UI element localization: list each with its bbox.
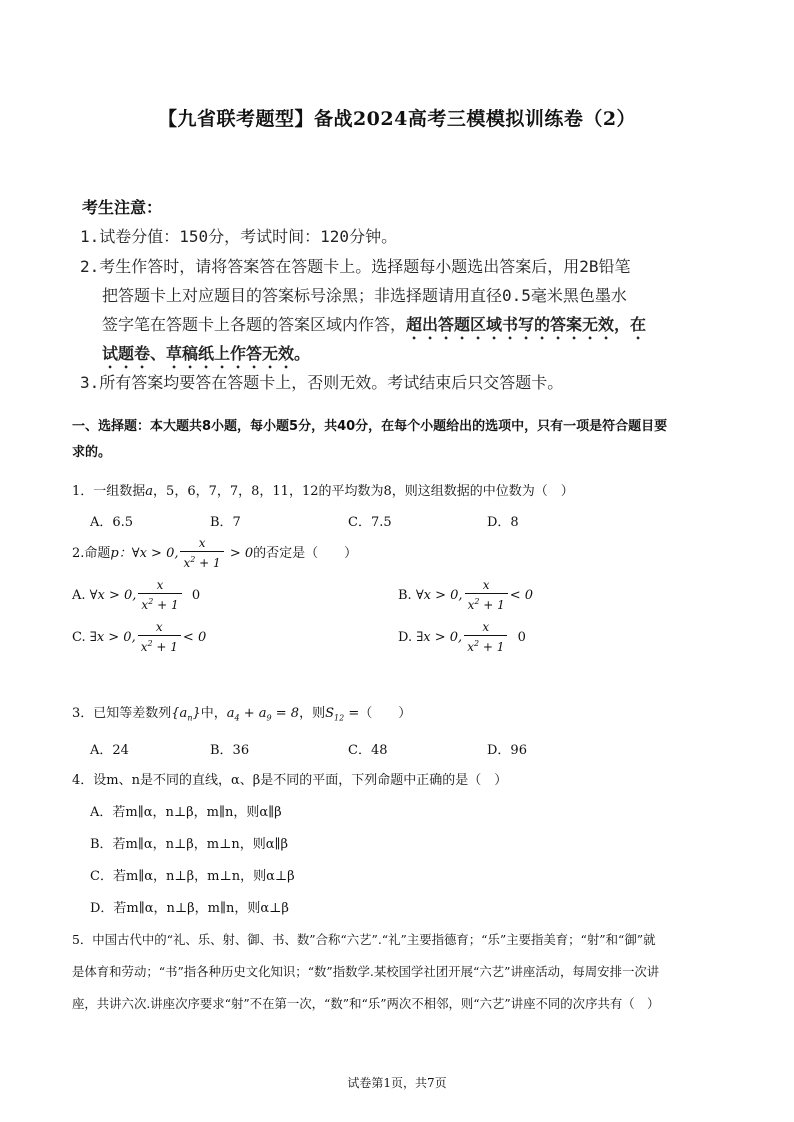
q2-opt-d-den-sup: 2 [473,639,480,648]
q3-s-sub: 12 [334,713,345,723]
question-5-line-2: 是体育和劳动；“书”指各种历史文化知识；“数”指数学.某校国学社团开展“六艺”讲座活动，每周安排一次讲 [72,964,660,979]
q2-opt-c-label: C. [72,630,86,645]
notice-item-2: 2.考生作答时，请将答案答在答题卡上。选择题每小题选出答案后，用2B铅笔 [80,257,631,276]
q2-opt-d-label: D. [398,630,413,645]
q2-opt-d-den [464,635,507,655]
q3-s [325,706,344,721]
q2-opt-b-suffix: < 0 [509,588,534,603]
q3-stem-b: 中， [200,706,227,721]
q2-den-x: x [183,556,191,570]
q2-p: p [110,546,119,561]
q2-den-tail: + 1 [195,556,221,570]
q2-opt-c-den [138,635,181,655]
notice-heading: 考生注意： [82,198,163,217]
question-5-line-3: 座，共讲六次.讲座次序要求“射”不在第一次，“数”和“乐”两次不相邻，则“六艺”讲座不同的次序共有（ ） [72,996,660,1011]
q4-option-a: A．若m∥α，n⊥β，m∥n，则α∥β [90,805,282,820]
q2-opt-c-den-x: x [140,640,148,654]
q4-option-b: B．若m∥α，n⊥β，m⊥n，则α∥β [90,837,289,852]
q2-opt-b-den [465,593,508,613]
q1-option-d: D．8 [487,515,519,530]
q1-option-a: A．6.5 [90,515,134,530]
q1-var: a [145,484,154,499]
q3-option-c: C．48 [348,743,388,758]
q2-opt-c-den-sup: 2 [147,639,153,648]
q3-cond-sub1: 4 [234,713,240,723]
q3-seq [171,706,200,721]
q2-opt-b-den-x: x [467,598,475,612]
notice-item-2-cont: 把答题卡上对应题目的答案标号涂黑；非选择题请用直径0.5毫米黑色墨水 [102,286,627,305]
section-heading-line1: 一、选择题：本大题共8小题，每小题5分，共40分，在每个小题给出的选项中，只有一项是符合题目要 [72,419,668,434]
notice-item-2-line3-text: 签字笔在答题卡上各题的答案区域内作答， [102,315,407,334]
q2-opt-a-label: A. [72,588,86,603]
q2-opt-a-den-tail: + 1 [153,598,179,612]
q1-stem-b: ，5，6，7，7，8，11，12的平均数为8，则这组数据的中位数为（ ） [153,484,574,499]
q2-frac-den [180,551,223,571]
q2-option-b [398,578,533,613]
q2-opt-d-den-tail: + 1 [479,640,505,654]
q2-opt-b-fraction [465,578,508,613]
section-heading-line2: 求的。 [72,445,112,460]
q3-s-letter: S [325,706,334,721]
q2-opt-a-den-x: x [141,598,149,612]
q2-opt-a-suffix: 0 [191,588,201,603]
q3-cond [227,706,299,721]
q3-cond-a: a [226,706,235,721]
q1-option-c: C．7.5 [348,515,392,530]
q2-option-d [398,620,526,655]
q2-opt-b-label: B. [398,588,412,603]
section-heading [72,414,722,466]
q1-stem-a: 1．一组数据 [72,484,146,499]
notice-emphasis-2: 试题卷、草稿纸上作答无效。 [102,344,311,363]
q3-option-a: A．24 [90,743,129,758]
q2-stem-b: 的否定是（ ） [253,546,358,561]
notice-item-3: 3.所有答案均要答在答题卡上，否则无效。考试结束后只交答题卡。 [80,373,564,392]
question-3-stem [72,702,411,723]
q2-opt-a-prefix: ∀x > 0, [89,588,137,603]
q1-option-b: B．7 [210,515,241,530]
q2-opt-c-suffix: < 0 [182,630,207,645]
q3-cond-sub2: 9 [266,713,272,723]
q2-opt-c-prefix: ∃x > 0, [89,630,136,645]
q3-cond-end: = 8 [271,706,300,721]
q2-option-c [72,620,206,655]
q2-opt-c-num: x [155,620,163,634]
q3-cond-mid: + a [239,706,267,721]
page-footer: 试卷第1页，共7页 [347,1076,447,1090]
q2-fraction [180,536,223,571]
q2-suffix: > 0 [225,546,254,561]
q2-opt-a-num: x [156,578,164,592]
q4-option-c: C．若m∥α，n⊥β，m⊥n，则α⊥β [90,869,295,884]
q3-seq-sub: n [187,713,193,723]
q2-frac-num: x [198,536,206,550]
q3-option-b: B．36 [210,743,250,758]
question-5-line-1: 5．中国古代中的“礼、乐、射、御、书、数”合称“六艺”.“礼”主要指德育；“乐”主要指美育；“射”和“御”就 [72,932,656,947]
question-4-stem: 4．设m、n是不同的直线，α、β是不同的平面，下列命题中正确的是（ ） [72,773,508,788]
q4-option-d: D．若m∥α，n⊥β，m∥n，则α⊥β [90,901,289,916]
notice-item-1: 1.试卷分值：150分，考试时间：120分钟。 [80,227,398,246]
q2-opt-d-suffix: 0 [517,630,526,645]
notice-item-2-line4 [102,341,310,372]
q2-den-sup: 2 [190,555,196,564]
page-title: 【九省联考题型】备战2024高考三模模拟训练卷（2） [157,108,637,130]
question-2-stem [72,536,357,571]
q2-prefix: ：∀x > 0, [118,546,179,561]
q3-stem-d: =（ ） [344,706,412,721]
q2-opt-b-num: x [482,578,490,592]
q2-opt-a-den [138,593,181,613]
q3-option-d: D．96 [487,743,527,758]
q2-opt-c-den-tail: + 1 [152,640,178,654]
q2-opt-d-num: x [482,620,490,634]
q2-opt-a-den-sup: 2 [148,597,154,606]
q2-opt-b-prefix: ∀x > 0, [415,588,463,603]
q2-opt-d-den-x: x [467,640,474,654]
q2-opt-d-prefix: ∃x > 0, [416,630,463,645]
question-1-stem [72,480,574,499]
q2-opt-a-fraction [138,578,181,613]
q2-option-a [72,578,200,613]
q3-stem-a: 3．已知等差数列 [72,706,172,721]
q2-opt-b-den-tail: + 1 [479,598,505,612]
q2-opt-d-fraction [464,620,507,655]
q2-opt-b-den-sup: 2 [474,597,480,606]
q2-opt-c-fraction [138,620,181,655]
notice-item-2-line3 [102,312,646,343]
q3-stem-c: ，则 [299,706,326,721]
q3-seq-close: } [192,706,201,721]
q3-seq-open: {a [171,706,188,721]
q2-stem-a: 2.命题 [72,546,111,561]
notice-emphasis-1: 超出答题区域书写的答案无效，在 [406,315,647,334]
